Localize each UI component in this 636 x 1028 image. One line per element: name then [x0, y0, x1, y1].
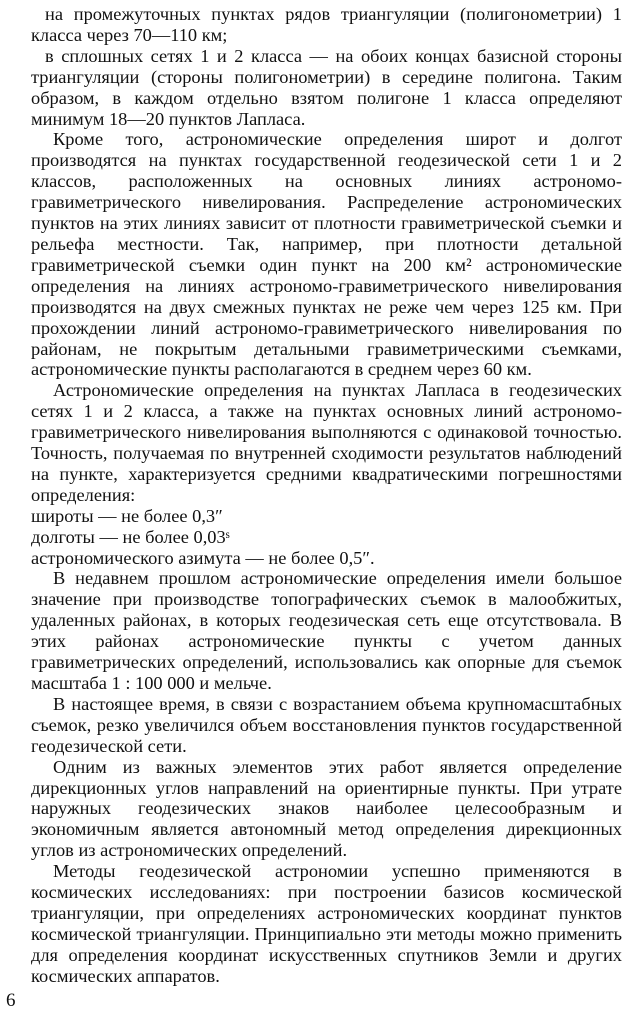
page-number: 6 [6, 990, 16, 1011]
paragraph-astronomical-determinations: Кроме того, астрономические определения широт и долгот производятся на пунктах государственной геодезической сети 1 и 2 классов, расположенных на основных линиях астрономо-гравиметрического нивелирования. Распределение астрономических пунктов на этих линиях зависит от плотности гравиметрической съемки и рельефа местности. Так, например, при плотности детальной гравиметрической съемки один пункт на 200 км² астрономические определения на линиях астрономо-гравиметрического нивелирования производятся на двух смежных пунктах не реже чем через 125 км. При прохождении линий астрономо-гравиметрического нивелирования по районам, не покрытым детальными гравиметрическими съемками, астрономические пункты располагаются в среднем через 60 км. [31, 129, 622, 380]
paragraph-continuous-networks: в сплошных сетях 1 и 2 класса — на обоих концах базисной стороны триангуляции (стороны полигонометрии) в середине полигона. Таким образом, в каждом отдельно взятом полигоне 1 класса определяют минимум 18—20 пунктов Лапласа. [31, 45, 622, 129]
accuracy-latitude: широты — не более 0,3″ [31, 505, 223, 526]
paragraph-recent-past: В недавнем прошлом астрономические определения имели большое значение при производстве топографических съемок в малообжитых, удаленных районах, в которых геодезическая сеть еще отсутствовала. В этих районах астрономические пункты с учетом данных гравиметрических определений, использовались как опорные для съемок масштаба 1 : 100 000 и мельче. [31, 568, 622, 693]
paragraph-space-research: Методы геодезической астрономии успешно применяются в космических исследованиях: при построении базисов космической триангуляции, при определениях астрономических координат пунктов космической триангуляции. Принципиально эти методы можно применить для определения координат искусственных спутников Земли и других космических аппаратов. [31, 861, 622, 986]
paragraph-laplace-accuracy: Астрономические определения на пунктах Лапласа в геодезических сетях 1 и 2 класса, а также на пунктах основных линий астрономо-гравиметрического нивелирования выполняются с одинаковой точностью. Точность, получаемая по внутренней сходимости результатов наблюдений на пункте, характеризуется средними квадратическими погрешностями определения: [31, 380, 622, 505]
paragraph-present-time: В настоящее время, в связи с возрастанием объема крупномасштабных съемок, резко увеличился объем восстановления пунктов государственной геодезической сети. [31, 693, 622, 756]
paragraph-intermediate-points: на промежуточных пунктах рядов триангуляции (полигонометрии) 1 класса через 70—110 км; [31, 4, 622, 45]
paragraph-directional-angles: Одним из важных элементов этих работ является определение дирекционных углов направлений на ориентирные пункты. При утрате наружных геодезических знаков наиболее целесообразным и экономичным является автономный метод определения дирекционных углов из астрономических определений. [31, 756, 622, 861]
accuracy-longitude: долготы — не более 0,03ˢ [31, 526, 230, 547]
accuracy-azimuth: астрономического азимута — не более 0,5″. [31, 547, 375, 568]
